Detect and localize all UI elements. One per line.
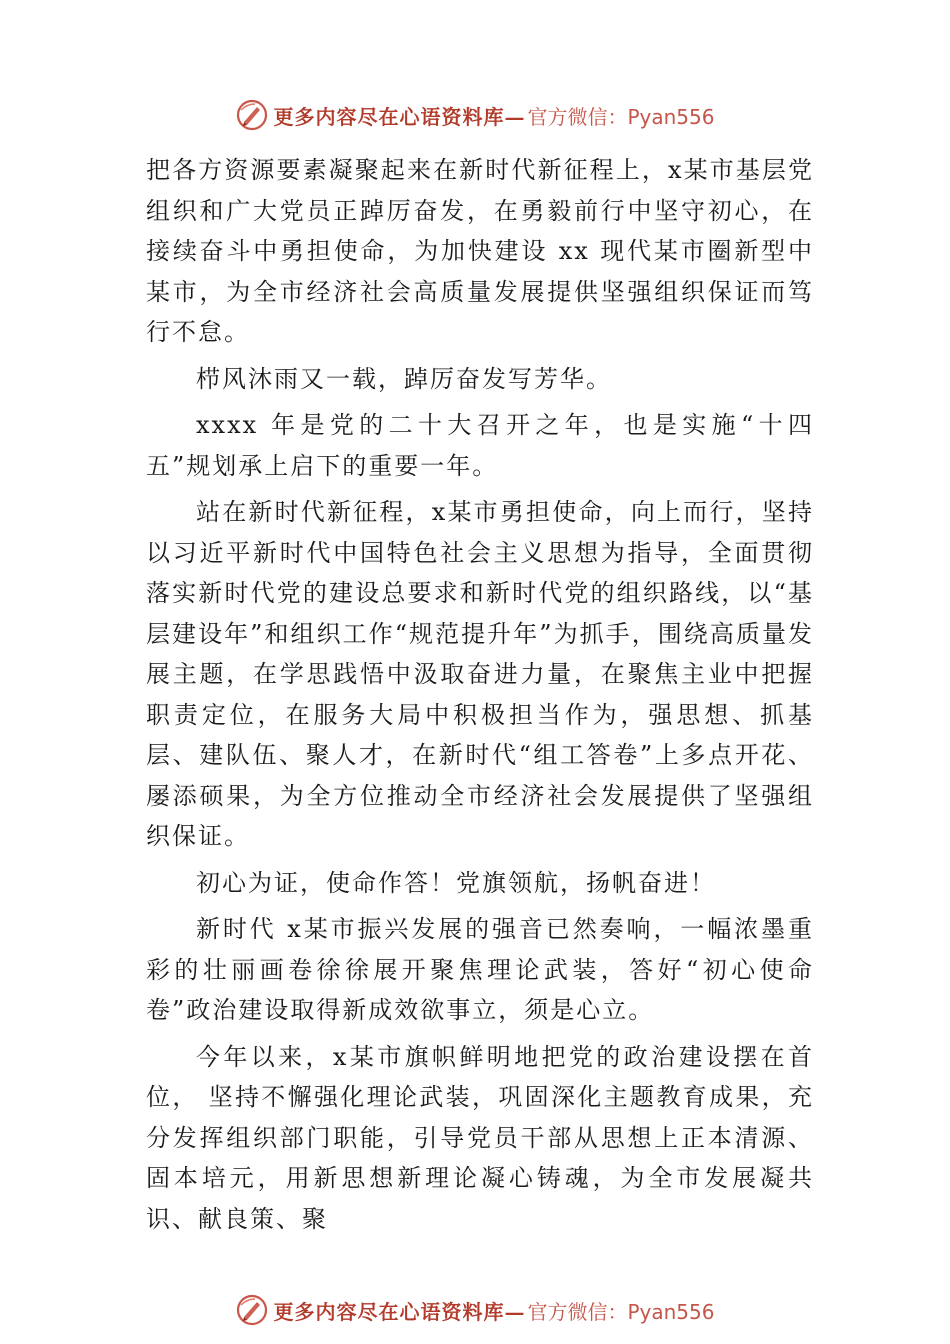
banner-title: 更多内容尽在心语资料库— xyxy=(273,104,526,129)
paragraph-2: 栉风沐雨又一载，踔厉奋发写芳华。 xyxy=(196,364,612,393)
banner-wechat: 官方微信：Pyan556 xyxy=(527,104,715,129)
paragraph-1: 把各方资源要素凝聚起来在新时代新征程上，x某市基层党组织和广大党员正踔厉奋发，在勇毅前行中坚守初心，在接续奋斗中勇担使命，为加快建设 xx 现代某市圈新型中某市，为全市经济社会高质量发展提供坚强组织保证而笃行不怠。 xyxy=(146,156,814,346)
paragraph-3: xxxx 年是党的二十大召开之年，也是实施“十四五”规划承上启下的重要一年。 xyxy=(146,411,814,480)
banner-wechat: 官方微信：Pyan556 xyxy=(527,1299,715,1324)
paragraph-4: 站在新时代新征程，x某市勇担使命，向上而行，坚持以习近平新时代中国特色社会主义思想为指导，全面贯彻落实新时代党的建设总要求和新时代党的组织路线，以“基层建设年”和组织工作“规范提升年”为抓手，围绕高质量发展主题，在学思践悟中汲取奋进力量，在聚焦主业中把握职责定位，在服务大局中积极担当作为，强思想、抓基层、建队伍、聚人才，在新时代“组工答卷”上多点开花、屡添硕果，为全方位推动全市经济社会发展提供了坚强组织保证。 xyxy=(146,498,814,850)
header-banner xyxy=(0,95,950,135)
banner-title: 更多内容尽在心语资料库— xyxy=(273,1299,526,1324)
paragraph-7: 今年以来，x某市旗帜鲜明地把党的政治建设摆在首位， 坚持不懈强化理论武装，巩固深化主题教育成果，充分发挥组织部门职能，引导党员干部从思想上正本清源、固本培元，用新思想新理论凝心铸魂，为全市发展凝共识、献良策、聚 xyxy=(146,1042,814,1233)
pen-logo-icon xyxy=(235,98,269,132)
paragraph-6: 新时代 x某市振兴发展的强音已然奏响，一幅浓墨重彩的壮丽画卷徐徐展开聚焦理论武装，答好“初心使命卷”政治建设取得新成效欲事立，须是心立。 xyxy=(146,915,814,1024)
pen-logo-icon xyxy=(235,1293,269,1327)
footer-banner xyxy=(0,1290,950,1330)
paragraph-5: 初心为证，使命作答！党旗领航，扬帆奋进！ xyxy=(196,868,716,897)
document-body xyxy=(146,150,814,1239)
